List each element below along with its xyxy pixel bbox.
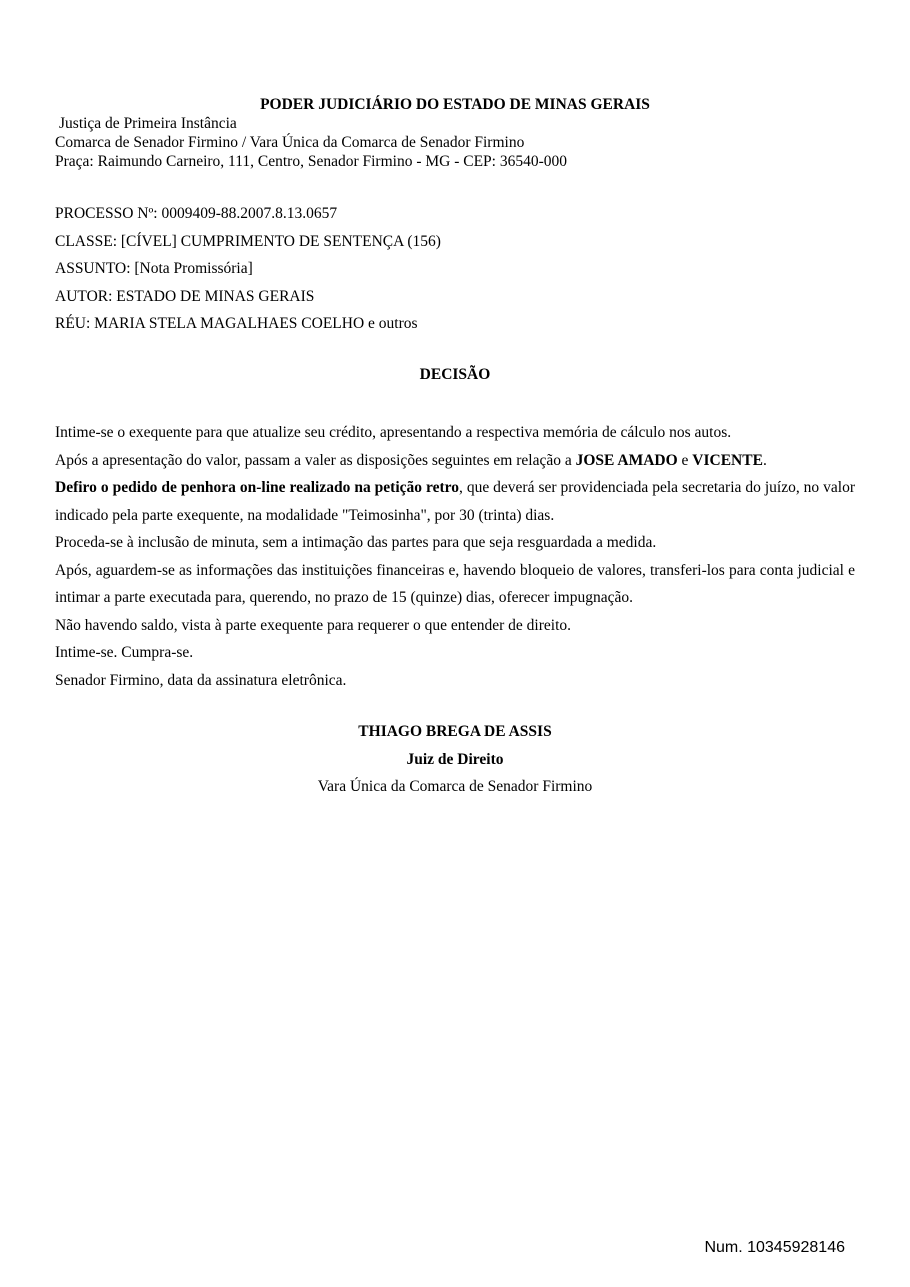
process-subject: ASSUNTO: [Nota Promissória] xyxy=(55,260,253,277)
party-name-2: VICENTE xyxy=(692,451,763,469)
decision-paragraph-8: Senador Firmino, data da assinatura eletrônica. xyxy=(55,671,347,689)
party-name-1: JOSE AMADO xyxy=(575,451,678,469)
judge-name: THIAGO BREGA DE ASSIS xyxy=(358,723,552,740)
decision-body xyxy=(55,419,855,694)
process-info xyxy=(55,200,855,338)
decision-paragraph-2 xyxy=(55,447,855,475)
court-title: PODER JUDICIÁRIO DO ESTADO DE MINAS GERAIS xyxy=(260,96,650,113)
paragraph-2-end: . xyxy=(762,451,767,469)
signature-block xyxy=(0,718,910,801)
document-number: Num. 10345928146 xyxy=(704,1239,845,1256)
process-number: PROCESSO Nº: 0009409-88.2007.8.13.0657 xyxy=(55,205,338,222)
process-author: AUTOR: ESTADO DE MINAS GERAIS xyxy=(55,287,315,305)
process-defendant: RÉU: MARIA STELA MAGALHAES COELHO e outros xyxy=(55,315,418,332)
decision-paragraph-5: Após, aguardem-se as informações das instituições financeiras e, havendo bloqueio de valores, transferi-los para conta judicial e intimar a parte executada para, querendo, no prazo de 15 (quinze) dias, oferecer impugnação. xyxy=(55,561,855,606)
court-comarca: Comarca de Senador Firmino / Vara Única da Comarca de Senador Firmino xyxy=(55,134,525,151)
court-address: Praça: Raimundo Carneiro, 111, Centro, Senador Firmino - MG - CEP: 36540-000 xyxy=(55,153,568,170)
decision-paragraph-3 xyxy=(55,474,855,529)
process-class: CLASSE: [CÍVEL] CUMPRIMENTO DE SENTENÇA (156) xyxy=(55,232,441,250)
decision-paragraph-4: Proceda-se à inclusão de minuta, sem a intimação das partes para que seja resguardada a medida. xyxy=(55,534,657,551)
decision-paragraph-1: Intime-se o exequente para que atualize seu crédito, apresentando a respectiva memória de cálculo nos autos. xyxy=(55,424,732,441)
court-header xyxy=(55,95,855,171)
paragraph-2-text: Após a apresentação do valor, passam a valer as disposições seguintes em relação a xyxy=(55,451,576,469)
court-instance: Justiça de Primeira Instância xyxy=(59,115,237,132)
decision-title: DECISÃO xyxy=(419,366,491,383)
paragraph-3-text: , que deverá ser providenciada pela secretaria do juízo, no valor indicado pela parte exequente, na modalidade "Teimosinha", por 30 (trinta) dias. xyxy=(55,479,855,524)
paragraph-3-bold: Defiro o pedido de penhora on-line realizado na petição retro xyxy=(55,479,459,496)
paragraph-2-connector: e xyxy=(677,451,693,469)
decision-paragraph-6: Não havendo saldo, vista à parte exequente para requerer o que entender de direito. xyxy=(55,616,572,634)
decision-paragraph-7: Intime-se. Cumpra-se. xyxy=(55,644,194,661)
judge-unit: Vara Única da Comarca de Senador Firmino xyxy=(317,778,593,795)
judge-role: Juiz de Direito xyxy=(406,750,504,768)
